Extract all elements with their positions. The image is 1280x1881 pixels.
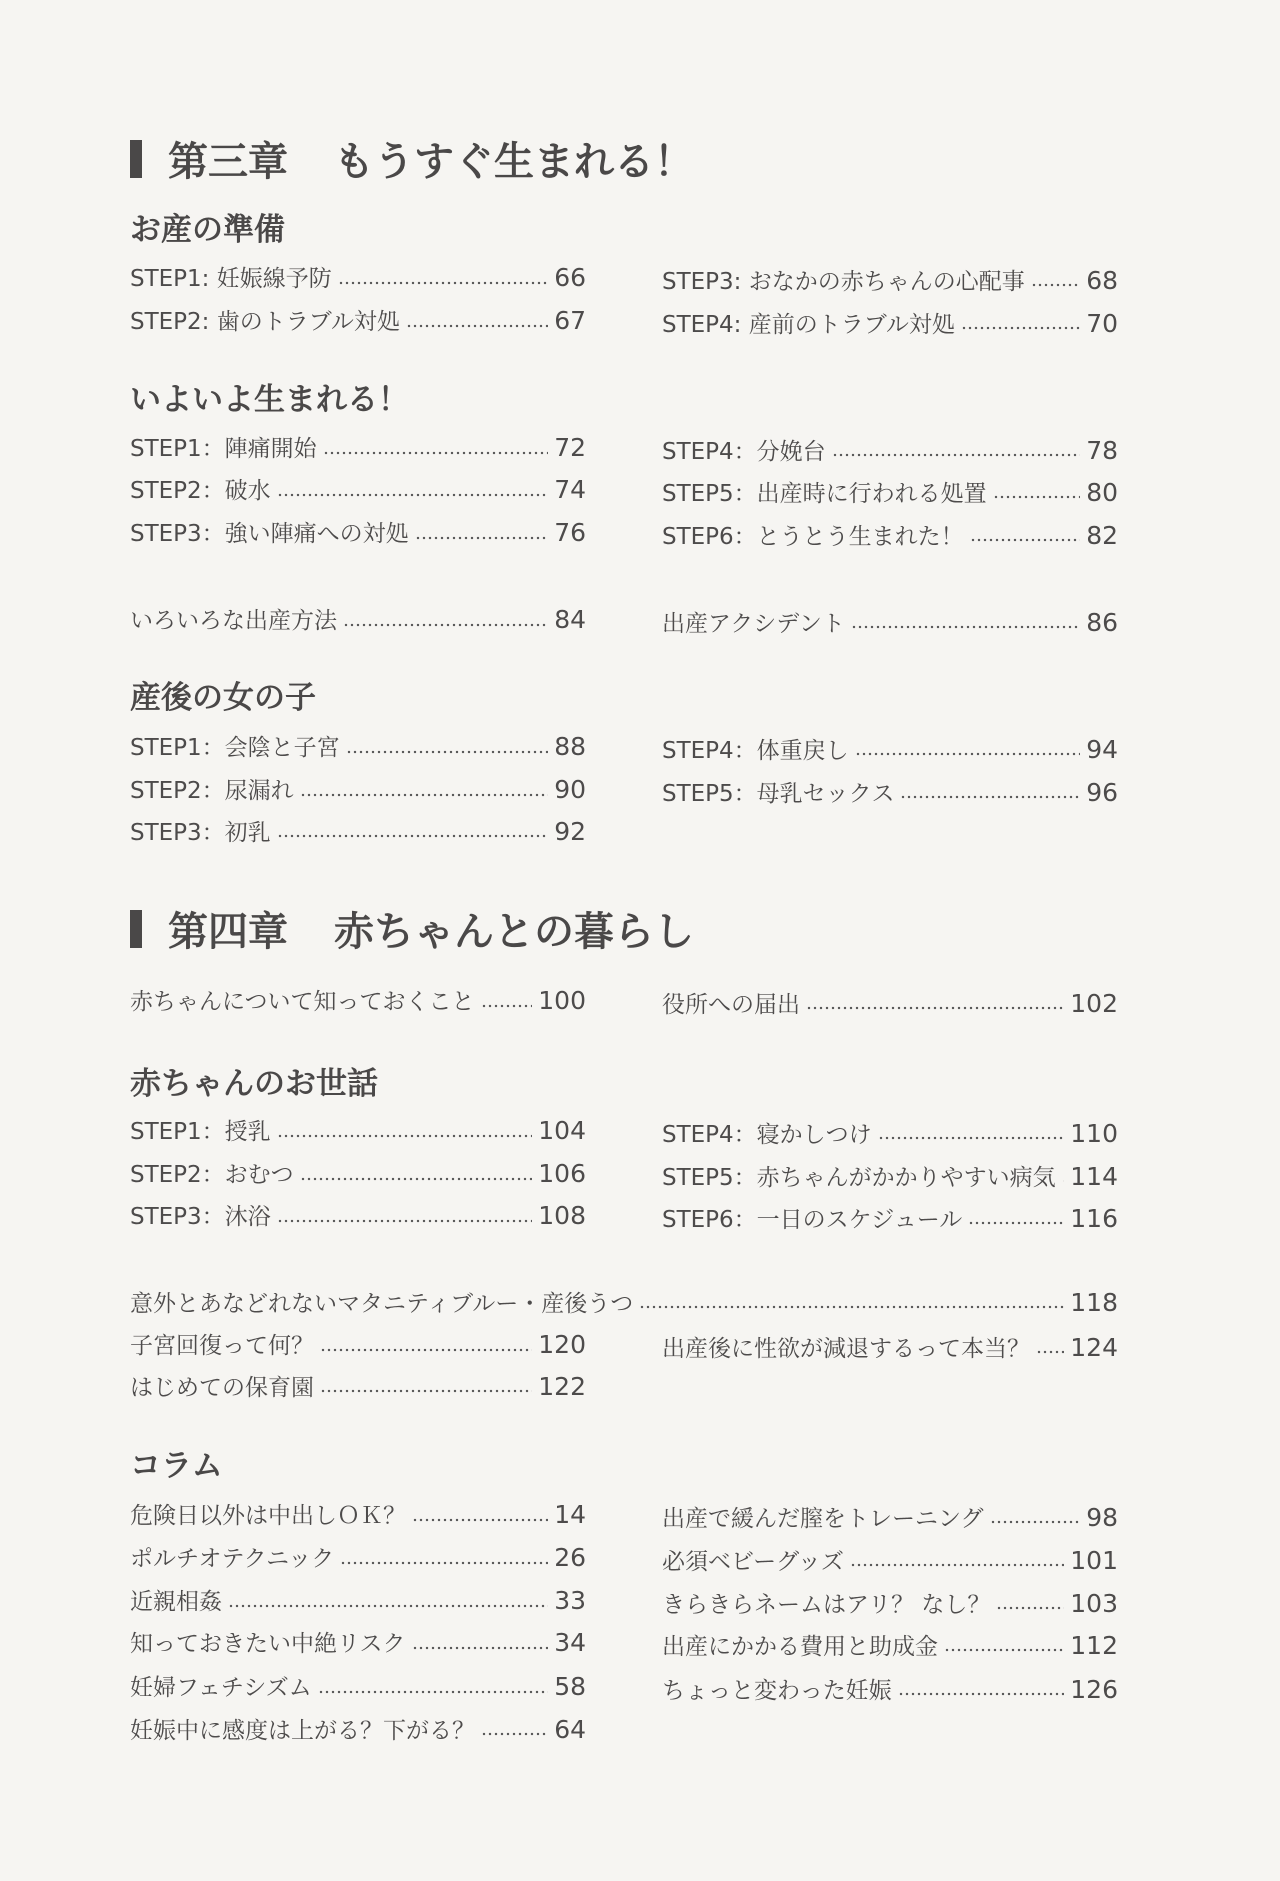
entry-title: 意外とあなどれないマタニティブルー・産後うつ — [130, 1291, 634, 1317]
toc-entry[interactable] — [662, 475, 1118, 508]
entry-title: STEP1：陣痛開始 — [130, 436, 317, 462]
chapter-title — [130, 130, 1118, 187]
toc-row — [130, 1540, 1118, 1576]
entry-title: 出産で緩んだ膣をトレーニング — [662, 1506, 984, 1532]
leader-dots — [1031, 283, 1080, 287]
entry-page: 106 — [538, 1159, 586, 1188]
toc-row — [130, 260, 1118, 296]
entry-page: 70 — [1086, 309, 1118, 338]
leader-dots — [944, 1648, 1064, 1652]
toc-entry[interactable] — [662, 1628, 1118, 1661]
entry-title: 危険日以外は中出しＯＫ？ — [130, 1503, 406, 1529]
toc-row — [130, 1113, 1118, 1149]
toc-entry[interactable] — [130, 1369, 586, 1402]
leader-dots — [970, 538, 1081, 542]
entry-page: 67 — [554, 306, 586, 335]
entry-title: 赤ちゃんについて知っておくこと — [130, 989, 475, 1015]
leader-dots — [343, 623, 548, 627]
toc-entry[interactable] — [130, 1583, 586, 1619]
leader-dots — [277, 493, 549, 497]
toc-row — [130, 303, 1118, 339]
leader-dots — [346, 750, 549, 754]
entry-page: 14 — [554, 1500, 586, 1529]
entry-page: 66 — [554, 263, 586, 292]
toc-row — [130, 772, 1118, 808]
entry-title: 近親相姦 — [130, 1589, 222, 1615]
toc-entry[interactable] — [130, 515, 586, 551]
entry-page: 26 — [554, 1543, 586, 1572]
entry-page: 58 — [554, 1672, 586, 1701]
toc-row — [130, 1583, 1118, 1619]
leader-dots — [993, 495, 1081, 499]
toc-entry[interactable] — [130, 430, 586, 466]
entry-title: STEP4: 産前のトラブル対処 — [662, 312, 955, 338]
entry-title: 出産アクシデント — [662, 611, 845, 637]
entry-page: 33 — [554, 1586, 586, 1615]
toc-entry[interactable] — [130, 814, 586, 847]
entry-page: 86 — [1086, 608, 1118, 637]
leader-dots — [481, 1004, 533, 1008]
section-heading: いよいよ生まれる！ — [130, 382, 409, 418]
toc-entry[interactable] — [662, 605, 1118, 638]
leader-dots — [1062, 1179, 1065, 1183]
leader-dots — [481, 1732, 548, 1736]
entry-page: 96 — [1086, 778, 1118, 807]
leader-dots — [878, 1136, 1065, 1140]
toc-entry[interactable] — [130, 729, 586, 765]
toc-row — [130, 1625, 1118, 1661]
toc-row — [130, 1327, 1118, 1363]
entry-title: STEP5：赤ちゃんがかかりやすい病気 — [662, 1165, 1056, 1191]
entry-title: 出産にかかる費用と助成金 — [662, 1634, 938, 1660]
leader-dots — [277, 1219, 533, 1223]
leader-dots — [990, 1520, 1081, 1524]
chapter-number: 第四章 — [168, 909, 288, 955]
toc-entry[interactable] — [662, 1116, 1118, 1149]
entry-title: 子宮回復って何？ — [130, 1333, 314, 1359]
toc-entry[interactable] — [130, 1327, 586, 1363]
entry-title: STEP4：寝かしつけ — [662, 1122, 872, 1148]
leader-dots — [850, 1563, 1064, 1567]
toc-row — [130, 430, 1118, 466]
section-heading: コラム — [130, 1448, 223, 1484]
toc-entry[interactable] — [130, 260, 586, 296]
entry-page: 124 — [1070, 1333, 1118, 1362]
entry-page: 122 — [538, 1372, 586, 1401]
toc-entry[interactable] — [130, 472, 586, 508]
entry-title: いろいろな出産方法 — [130, 608, 337, 634]
leader-dots — [851, 625, 1080, 629]
entry-page: 74 — [554, 475, 586, 504]
toc-row — [130, 602, 1118, 638]
leader-dots — [320, 1348, 532, 1352]
toc-entry[interactable] — [130, 1669, 586, 1705]
leader-dots — [961, 326, 1080, 330]
leader-dots — [300, 1177, 533, 1181]
toc-row — [130, 814, 1118, 847]
chapter-name: 赤ちゃんとの暮らし — [334, 909, 694, 955]
entry-page: 34 — [554, 1628, 586, 1657]
entry-title: 必須ベビーグッズ — [662, 1549, 844, 1575]
entry-page: 64 — [554, 1715, 586, 1744]
toc-entry[interactable] — [130, 1156, 586, 1192]
toc-entry[interactable] — [130, 983, 586, 1019]
toc-row — [130, 472, 1118, 508]
leader-dots — [968, 1221, 1064, 1225]
leader-dots — [406, 324, 548, 328]
entry-title: 役所への届出 — [662, 992, 800, 1018]
leader-dots — [340, 1561, 548, 1565]
entry-page: 101 — [1070, 1546, 1118, 1575]
chapter-title — [130, 900, 1118, 957]
toc-entry[interactable] — [662, 1159, 1118, 1192]
entry-page: 72 — [554, 433, 586, 462]
leader-dots — [1036, 1350, 1064, 1354]
entry-page: 126 — [1070, 1675, 1118, 1704]
chapter-name: もうすぐ生まれる！ — [334, 139, 694, 185]
leader-dots — [412, 1646, 549, 1650]
entry-title: STEP2：破水 — [130, 478, 271, 504]
entry-title: STEP6：とうとう生まれた！ — [662, 524, 964, 550]
entry-title: きらきらネームはアリ？ なし？ — [662, 1592, 991, 1618]
leader-dots — [832, 453, 1081, 457]
toc-entry[interactable] — [130, 1113, 586, 1149]
toc-entry[interactable] — [130, 1625, 586, 1661]
toc-entry[interactable] — [130, 1712, 586, 1745]
toc-entry[interactable] — [662, 433, 1118, 466]
entry-page: 104 — [538, 1116, 586, 1145]
entry-page: 78 — [1086, 436, 1118, 465]
entry-title: STEP1：授乳 — [130, 1119, 271, 1145]
entry-page: 114 — [1070, 1162, 1118, 1191]
toc-row — [130, 1712, 1118, 1745]
section-heading: 産後の女の子 — [130, 680, 316, 716]
entry-page: 112 — [1070, 1631, 1118, 1660]
leader-dots — [639, 1305, 1064, 1309]
toc-entry[interactable] — [662, 986, 1118, 1019]
toc-row — [130, 1669, 1118, 1705]
leader-dots — [318, 1690, 548, 1694]
leader-dots — [338, 281, 548, 285]
entry-page: 103 — [1070, 1589, 1118, 1618]
leader-dots — [415, 536, 549, 540]
entry-title: ちょっと変わった妊娠 — [662, 1678, 892, 1704]
toc-row — [130, 983, 1118, 1019]
entry-title: 妊娠中に感度は上がる？下がる？ — [130, 1718, 475, 1744]
entry-title: STEP5：出産時に行われる処置 — [662, 481, 987, 507]
toc-row — [130, 1198, 1118, 1234]
entry-page: 100 — [538, 986, 586, 1015]
entry-page: 82 — [1086, 521, 1118, 550]
toc-row — [130, 1497, 1118, 1533]
entry-title: 知っておきたい中絶リスク — [130, 1631, 406, 1657]
leader-dots — [898, 1692, 1065, 1696]
entry-title: STEP1：会陰と子宮 — [130, 735, 340, 761]
entry-title: STEP6：一日のスケジュール — [662, 1207, 963, 1233]
entry-page: 94 — [1086, 735, 1118, 764]
leader-dots — [996, 1606, 1064, 1610]
toc-entry[interactable] — [130, 1540, 586, 1576]
toc-entry[interactable] — [662, 1330, 1118, 1363]
entry-title: STEP3：沐浴 — [130, 1204, 271, 1230]
entry-page: 80 — [1086, 478, 1118, 507]
toc-entry[interactable] — [662, 1201, 1118, 1234]
toc-entry[interactable] — [662, 263, 1118, 296]
leader-dots — [277, 834, 549, 838]
section-heading: 赤ちゃんのお世話 — [130, 1066, 378, 1102]
toc-entry[interactable] — [662, 732, 1118, 765]
entry-title: 出産後に性欲が減退するって本当？ — [662, 1336, 1030, 1362]
toc-entry[interactable] — [662, 518, 1118, 551]
entry-page: 98 — [1086, 1503, 1118, 1532]
toc-entry[interactable] — [130, 1497, 586, 1533]
chapter-number: 第三章 — [168, 139, 288, 185]
entry-page: 108 — [538, 1201, 586, 1230]
entry-page: 68 — [1086, 266, 1118, 295]
toc-entry[interactable] — [662, 1586, 1118, 1619]
entry-title: はじめての保育園 — [130, 1375, 314, 1401]
toc-entry[interactable] — [130, 772, 586, 808]
chapter-bar-icon — [130, 910, 142, 948]
leader-dots — [277, 1134, 533, 1138]
leader-dots — [323, 451, 549, 455]
leader-dots — [806, 1006, 1064, 1010]
entry-title: STEP4：体重戻し — [662, 738, 849, 764]
entry-title: STEP4：分娩台 — [662, 439, 826, 465]
toc-row — [130, 1156, 1118, 1192]
entry-title: STEP3：初乳 — [130, 820, 271, 846]
entry-page: 84 — [554, 605, 586, 634]
toc-entry[interactable] — [662, 1672, 1118, 1705]
entry-page: 90 — [554, 775, 586, 804]
entry-page: 118 — [1070, 1288, 1118, 1317]
leader-dots — [412, 1518, 548, 1522]
toc-entry[interactable] — [662, 306, 1118, 339]
leader-dots — [300, 793, 549, 797]
toc-row — [130, 729, 1118, 765]
entry-page: 110 — [1070, 1119, 1118, 1148]
leader-dots — [900, 795, 1080, 799]
entry-title: STEP2：おむつ — [130, 1162, 294, 1188]
section-heading: お産の準備 — [130, 212, 285, 248]
entry-title: STEP2：尿漏れ — [130, 778, 294, 804]
entry-page: 102 — [1070, 989, 1118, 1018]
entry-title: 妊婦フェチシズム — [130, 1675, 312, 1701]
toc-entry[interactable] — [130, 1285, 1118, 1318]
toc-entry[interactable] — [662, 1543, 1118, 1576]
toc-row — [130, 515, 1118, 551]
toc-entry[interactable] — [662, 775, 1118, 808]
entry-title: STEP1: 妊娠線予防 — [130, 266, 332, 292]
entry-page: 88 — [554, 732, 586, 761]
chapter-bar-icon — [130, 140, 142, 178]
leader-dots — [320, 1389, 532, 1393]
leader-dots — [855, 752, 1081, 756]
toc-entry[interactable] — [130, 303, 586, 339]
toc-entry[interactable] — [662, 1500, 1118, 1533]
toc-row — [130, 1369, 1118, 1402]
toc-entry[interactable] — [130, 1198, 586, 1234]
leader-dots — [228, 1604, 548, 1608]
entry-page: 76 — [554, 518, 586, 547]
entry-title: STEP2: 歯のトラブル対処 — [130, 309, 400, 335]
entry-page: 116 — [1070, 1204, 1118, 1233]
entry-title: STEP3: おなかの赤ちゃんの心配事 — [662, 269, 1025, 295]
toc-entry[interactable] — [130, 602, 586, 638]
toc-row — [130, 1285, 1118, 1318]
entry-title: STEP3：強い陣痛への対処 — [130, 521, 409, 547]
entry-page: 92 — [554, 817, 586, 846]
entry-page: 120 — [538, 1330, 586, 1359]
entry-title: STEP5：母乳セックス — [662, 781, 895, 807]
entry-title: ポルチオテクニック — [130, 1546, 335, 1572]
